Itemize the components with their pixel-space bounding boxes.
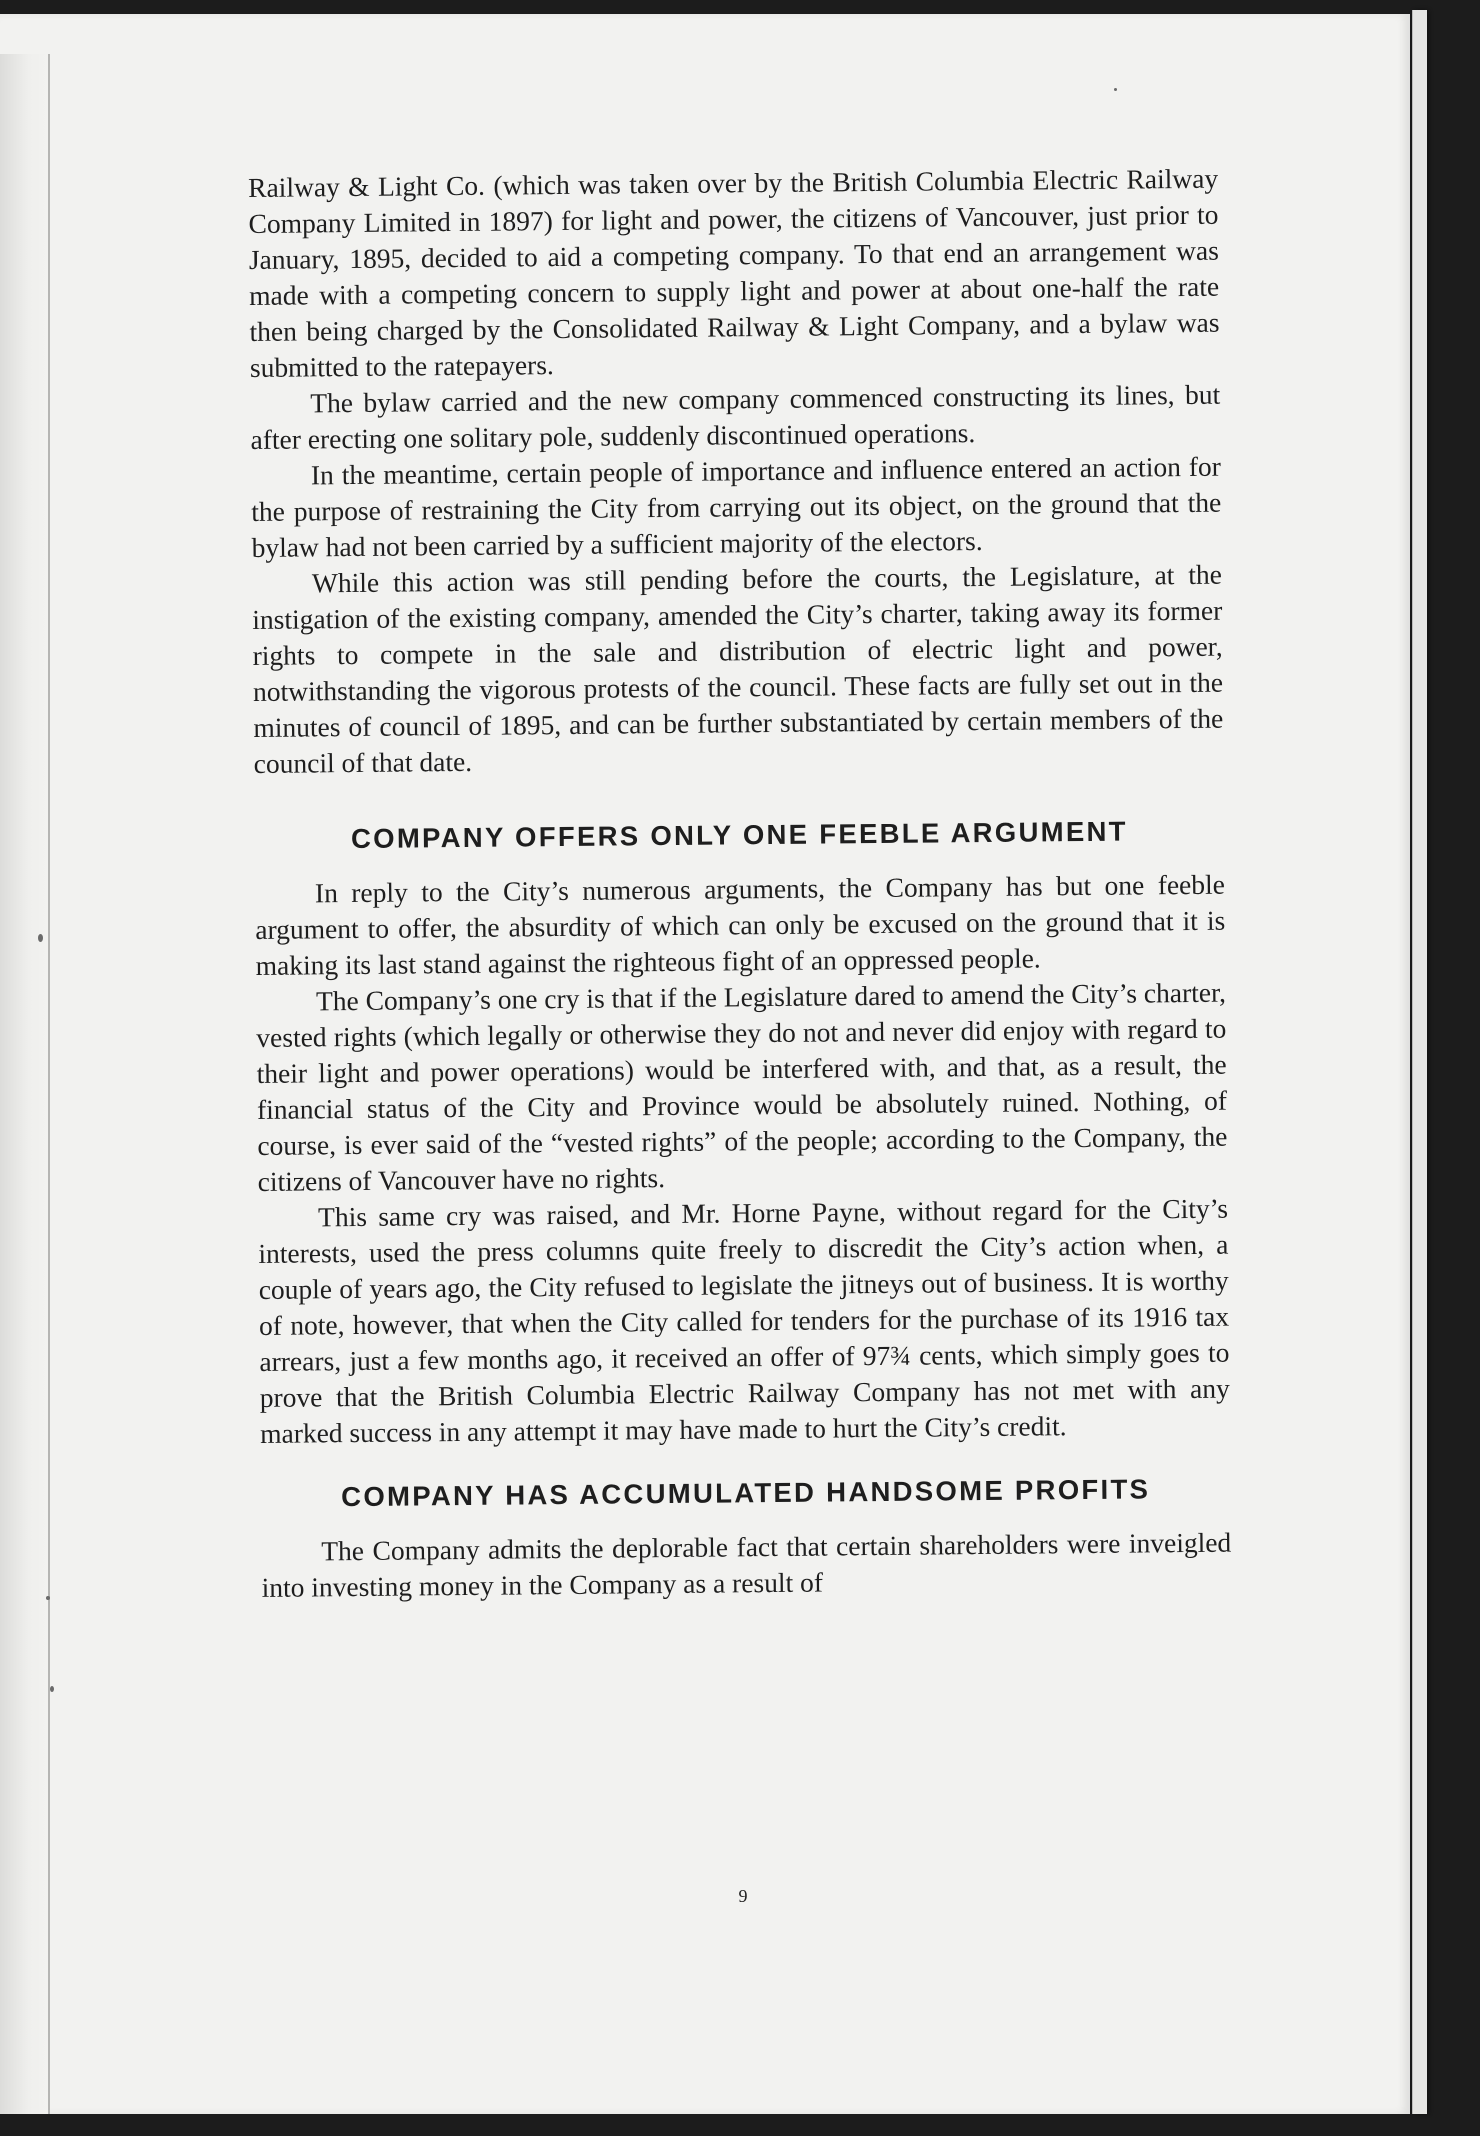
- dust-speck: [50, 1686, 54, 1692]
- body-paragraph: While this action was still pending before the courts, the Legislature, at the instigation of the existing company, amended the City’s charter, taking away its former rights to compete in the sale and distribution of electric light and power, notwithstanding the vigorous protests of the council. These facts are fully set out in the minutes of council of 1895, and can be further substantiated by certain members of the council of that date.: [252, 558, 1224, 779]
- body-paragraph: In the meantime, certain people of importance and influence entered an action for the purpose of restraining the City from carrying out its object, on the ground that the bylaw had not been carried by a sufficient majority of the electors.: [251, 450, 1222, 563]
- dust-speck: [38, 934, 43, 942]
- section-heading: COMPANY OFFERS ONLY ONE FEEBLE ARGUMENT: [350, 815, 1128, 855]
- dust-speck: [46, 1596, 50, 1600]
- section-heading: COMPANY HAS ACCUMULATED HANDSOME PROFITS: [341, 1473, 1151, 1513]
- body-paragraph: This same cry was raised, and Mr. Horne Payne, without regard for the City’s interests, used the press columns quite freely to discredit the City’s action when, a couple of years ago, the City refused to legislate the jitneys out of business. It is worthy of note, however, that when the City called for tenders for the purchase of its 1916 tax arrears, just a few months ago, it received an offer of 97¾ cents, which simply goes to prove that the British Columbia Electric Railway Company has not met with any marked success in any attempt it may have made to hurt the City’s credit.: [258, 1192, 1230, 1449]
- page-edge: [1412, 10, 1427, 2114]
- body-paragraph: The Company’s one cry is that if the Legislature dared to amend the City’s charter, vested rights (which legally or otherwise they do not and never did enjoy with regard to their light and power operations) would be interfered with, and that, as a result, the financial status of the City and Province would be absolutely ruined. Nothing, of course, is ever said of the “vested rights” of the people; according to the Company, the citizens of Vancouver have no rights.: [256, 976, 1228, 1197]
- body-paragraph: In reply to the City’s numerous arguments, the Company has but one feeble argument to offer, the absurdity of which can only be excused on the ground that it is making its last stand against the righteous fight of an oppressed people.: [255, 868, 1226, 981]
- body-paragraph: The Company admits the deplorable fact that certain shareholders were inveigled into investing money in the Company as a result of: [261, 1526, 1232, 1603]
- page-body: [248, 161, 1232, 1606]
- dust-speck: [1114, 88, 1117, 91]
- binding-gutter: [0, 54, 50, 2114]
- body-paragraph: Railway & Light Co. (which was taken over by the British Columbia Electric Railway Company Limited in 1897) for light and power, the citizens of Vancouver, just prior to January, 1895, decided to aid a competing company. To that end an arrangement was made with a competing concern to supply light and power at about one-half the rate then being charged by the Consolidated Railway & Light Company, and a bylaw was submitted to the ratepayers.: [248, 162, 1220, 383]
- body-paragraph: The bylaw carried and the new company commenced constructing its lines, but after erecting one solitary pole, suddenly discontinued operations.: [250, 378, 1221, 455]
- page-number: 9: [738, 1886, 748, 1906]
